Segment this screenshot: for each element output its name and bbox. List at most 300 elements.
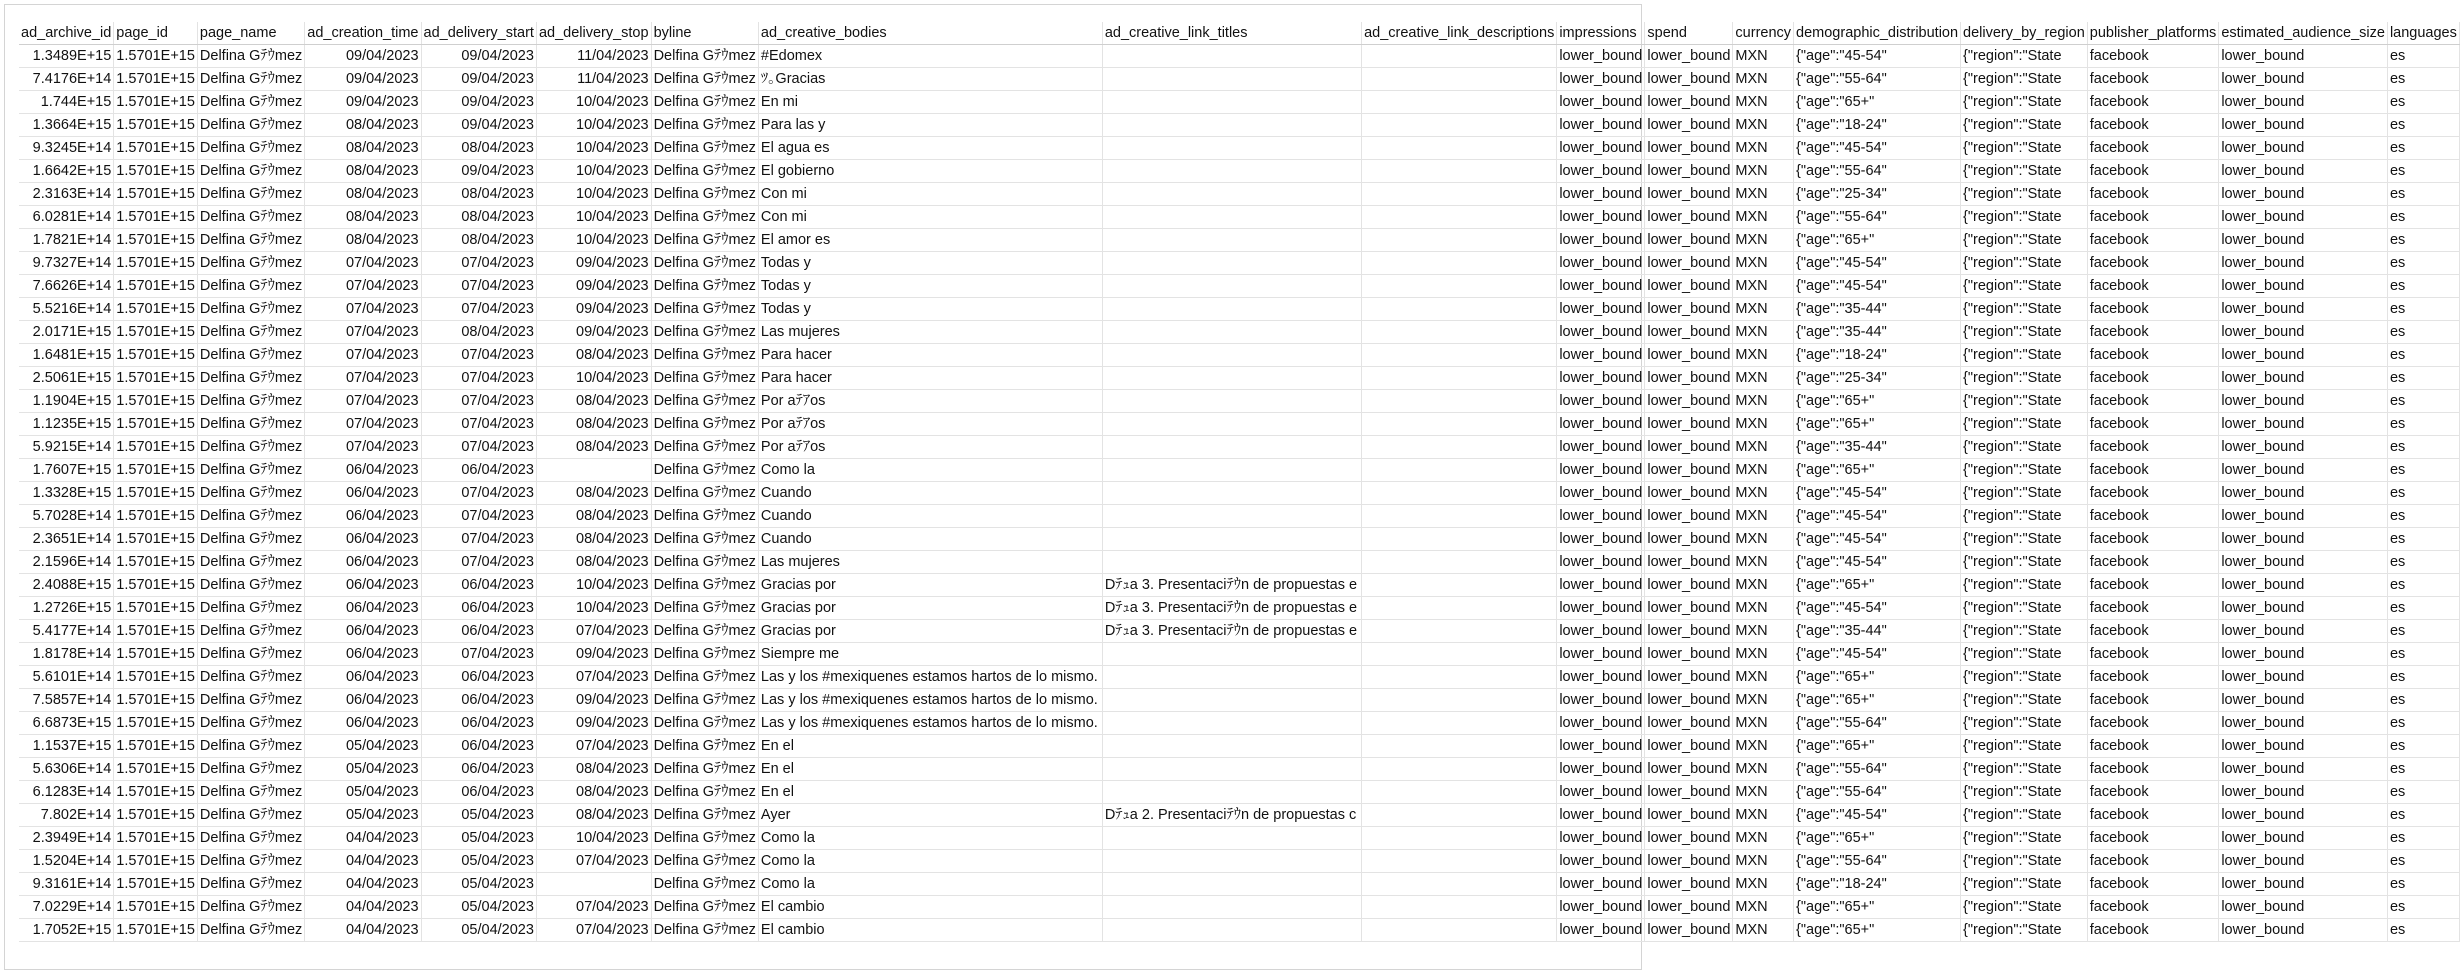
table-cell[interactable] [1102,528,1361,551]
table-cell[interactable]: facebook [2087,436,2219,459]
table-cell[interactable]: 08/04/2023 [305,160,421,183]
table-cell[interactable]: Delfina Gﾃｳmez [651,735,758,758]
table-cell[interactable]: Delfina Gﾃｳmez [651,298,758,321]
table-cell[interactable]: Delfina Gﾃｳmez [651,321,758,344]
table-cell[interactable] [1362,712,1557,735]
table-cell[interactable]: facebook [2087,390,2219,413]
table-cell[interactable]: es [2387,367,2459,390]
table-cell[interactable] [1362,574,1557,597]
table-cell[interactable]: {"age":"65+" [1794,827,1961,850]
table-cell[interactable]: Delfina Gﾃｳmez [651,712,758,735]
table-cell[interactable]: lower_bound [2219,137,2388,160]
table-cell[interactable] [1362,344,1557,367]
table-cell[interactable]: es [2387,735,2459,758]
table-cell[interactable]: facebook [2087,551,2219,574]
table-cell[interactable]: 1.5701E+15 [114,137,198,160]
table-cell[interactable] [1362,436,1557,459]
table-cell[interactable]: 07/04/2023 [421,436,536,459]
table-cell[interactable]: 07/04/2023 [421,551,536,574]
table-cell[interactable]: lower_bound [1557,781,1645,804]
table-cell[interactable]: es [2387,597,2459,620]
table-cell[interactable]: 08/04/2023 [305,114,421,137]
table-cell[interactable]: 1.5701E+15 [114,482,198,505]
table-cell[interactable]: 07/04/2023 [305,390,421,413]
table-cell[interactable]: lower_bound [1557,505,1645,528]
table-cell[interactable]: 06/04/2023 [421,597,536,620]
table-cell[interactable] [1362,114,1557,137]
table-cell[interactable]: MXN [1733,712,1794,735]
table-cell[interactable]: {"age":"65+" [1794,413,1961,436]
table-cell[interactable]: 06/04/2023 [421,459,536,482]
table-cell[interactable]: 06/04/2023 [421,620,536,643]
table-cell[interactable]: 06/04/2023 [421,712,536,735]
table-cell[interactable]: MXN [1733,551,1794,574]
table-cell[interactable]: lower_bound [1645,459,1733,482]
table-cell[interactable]: {"region":"State [1961,482,2088,505]
table-cell[interactable] [1102,689,1361,712]
table-cell[interactable] [1362,850,1557,873]
table-cell[interactable]: Delfina Gﾃｳmez [651,114,758,137]
table-cell[interactable]: 10/04/2023 [536,160,651,183]
table-cell[interactable]: Delfina Gﾃｳmez [651,643,758,666]
table-cell[interactable]: lower_bound [2219,298,2388,321]
table-cell[interactable]: es [2387,45,2459,68]
table-cell[interactable]: {"region":"State [1961,758,2088,781]
table-cell[interactable]: MXN [1733,298,1794,321]
table-cell[interactable]: {"age":"65+" [1794,91,1961,114]
table-cell[interactable]: 09/04/2023 [421,91,536,114]
table-cell[interactable]: Delfina Gﾃｳmez [651,459,758,482]
table-cell[interactable]: Delfina Gﾃｳmez [651,758,758,781]
table-cell[interactable]: es [2387,252,2459,275]
table-cell[interactable]: 10/04/2023 [536,574,651,597]
table-cell[interactable]: es [2387,758,2459,781]
table-cell[interactable] [1102,804,1361,827]
column-header[interactable]: delivery_by_region [1961,22,2088,45]
table-cell[interactable]: 05/04/2023 [421,873,536,896]
table-cell[interactable]: lower_bound [1557,551,1645,574]
table-cell[interactable]: 1.5701E+15 [114,413,198,436]
table-cell[interactable]: facebook [2087,298,2219,321]
table-cell[interactable]: Delfina Gﾃｳmez [651,344,758,367]
table-cell[interactable] [758,850,1102,873]
table-cell[interactable]: Delfina Gﾃｳmez [197,390,304,413]
table-cell[interactable]: facebook [2087,321,2219,344]
table-cell[interactable]: MXN [1733,206,1794,229]
table-cell[interactable]: lower_bound [1645,390,1733,413]
table-cell[interactable]: lower_bound [1557,413,1645,436]
table-cell[interactable]: {"region":"State [1961,643,2088,666]
table-cell[interactable]: 1.1537E+15 [19,735,114,758]
table-cell[interactable] [758,482,1102,505]
table-cell[interactable]: {"age":"55-64" [1794,160,1961,183]
column-header[interactable]: currency [1733,22,1794,45]
table-cell[interactable]: 09/04/2023 [536,643,651,666]
table-cell[interactable] [758,436,1102,459]
table-cell[interactable]: {"region":"State [1961,505,2088,528]
table-cell[interactable]: Delfina Gﾃｳmez [651,574,758,597]
table-cell[interactable]: Delfina Gﾃｳmez [197,896,304,919]
table-cell[interactable]: 05/04/2023 [421,896,536,919]
table-cell[interactable]: MXN [1733,758,1794,781]
table-cell[interactable]: lower_bound [2219,68,2388,91]
table-cell[interactable]: Delfina Gﾃｳmez [197,229,304,252]
table-cell[interactable] [1362,827,1557,850]
table-cell[interactable]: 08/04/2023 [536,505,651,528]
table-cell[interactable]: facebook [2087,666,2219,689]
table-cell[interactable]: Delfina Gﾃｳmez [197,344,304,367]
table-cell[interactable]: lower_bound [2219,597,2388,620]
table-cell[interactable] [758,344,1102,367]
table-cell[interactable]: Delfina Gﾃｳmez [197,321,304,344]
table-cell[interactable]: lower_bound [1557,712,1645,735]
table-cell[interactable]: MXN [1733,689,1794,712]
table-cell[interactable]: Delfina Gﾃｳmez [651,91,758,114]
table-cell[interactable]: MXN [1733,482,1794,505]
table-cell[interactable]: 07/04/2023 [421,298,536,321]
table-cell[interactable]: 1.5701E+15 [114,275,198,298]
table-cell[interactable]: lower_bound [1557,459,1645,482]
table-cell[interactable]: Delfina Gﾃｳmez [651,896,758,919]
table-cell[interactable]: Delfina Gﾃｳmez [197,758,304,781]
table-cell[interactable]: {"region":"State [1961,781,2088,804]
column-header[interactable]: ad_creative_bodies [758,22,1102,45]
table-cell[interactable]: lower_bound [2219,712,2388,735]
table-cell[interactable]: {"region":"State [1961,804,2088,827]
table-cell[interactable]: MXN [1733,919,1794,942]
table-cell[interactable]: 07/04/2023 [536,919,651,942]
table-cell[interactable]: lower_bound [1645,229,1733,252]
table-cell[interactable]: Delfina Gﾃｳmez [651,597,758,620]
table-cell[interactable]: 07/04/2023 [421,482,536,505]
table-cell[interactable]: es [2387,712,2459,735]
table-cell[interactable] [1102,298,1361,321]
table-cell[interactable]: Delfina Gﾃｳmez [197,45,304,68]
table-cell[interactable] [1102,390,1361,413]
table-cell[interactable]: 05/04/2023 [421,827,536,850]
table-cell[interactable]: {"age":"55-64" [1794,758,1961,781]
table-cell[interactable] [1362,183,1557,206]
table-cell[interactable] [758,689,1102,712]
table-cell[interactable]: {"region":"State [1961,252,2088,275]
table-cell[interactable]: 1.7052E+15 [19,919,114,942]
table-cell[interactable]: MXN [1733,620,1794,643]
table-cell[interactable]: {"region":"State [1961,183,2088,206]
table-cell[interactable]: 1.5701E+15 [114,597,198,620]
table-cell[interactable]: 6.6873E+15 [19,712,114,735]
table-cell[interactable]: Delfina Gﾃｳmez [197,206,304,229]
table-cell[interactable]: es [2387,666,2459,689]
table-cell[interactable]: lower_bound [2219,873,2388,896]
table-cell[interactable]: lower_bound [2219,689,2388,712]
table-cell[interactable]: {"age":"45-54" [1794,482,1961,505]
table-cell[interactable]: {"region":"State [1961,390,2088,413]
table-cell[interactable]: {"age":"45-54" [1794,643,1961,666]
table-cell[interactable]: 04/04/2023 [305,919,421,942]
table-cell[interactable] [758,390,1102,413]
table-cell[interactable] [1362,137,1557,160]
table-cell[interactable]: es [2387,804,2459,827]
table-cell[interactable]: facebook [2087,229,2219,252]
table-cell[interactable]: lower_bound [1557,275,1645,298]
table-cell[interactable]: lower_bound [1645,896,1733,919]
table-cell[interactable]: 09/04/2023 [305,45,421,68]
table-cell[interactable]: {"region":"State [1961,229,2088,252]
table-cell[interactable]: facebook [2087,735,2219,758]
table-cell[interactable] [758,827,1102,850]
table-cell[interactable]: lower_bound [2219,574,2388,597]
table-cell[interactable]: 1.5701E+15 [114,735,198,758]
table-cell[interactable]: 10/04/2023 [536,597,651,620]
table-cell[interactable] [1102,436,1361,459]
column-header[interactable]: languages [2387,22,2459,45]
table-cell[interactable]: lower_bound [2219,620,2388,643]
table-cell[interactable]: es [2387,827,2459,850]
table-cell[interactable]: Delfina Gﾃｳmez [197,160,304,183]
table-cell[interactable]: lower_bound [1557,91,1645,114]
table-cell[interactable]: 06/04/2023 [305,505,421,528]
table-cell[interactable]: {"region":"State [1961,574,2088,597]
table-cell[interactable]: 08/04/2023 [421,137,536,160]
table-cell[interactable]: es [2387,781,2459,804]
table-cell[interactable]: es [2387,873,2459,896]
table-cell[interactable]: lower_bound [1557,68,1645,91]
table-cell[interactable] [758,45,1102,68]
table-cell[interactable]: 11/04/2023 [536,68,651,91]
table-cell[interactable] [1102,482,1361,505]
table-cell[interactable]: 08/04/2023 [305,206,421,229]
table-cell[interactable] [758,298,1102,321]
column-header[interactable]: page_id [114,22,198,45]
table-cell[interactable]: lower_bound [1645,367,1733,390]
table-cell[interactable]: 08/04/2023 [305,137,421,160]
table-cell[interactable]: facebook [2087,367,2219,390]
column-header[interactable]: publisher_platforms [2087,22,2219,45]
table-cell[interactable] [758,666,1102,689]
table-cell[interactable] [1362,206,1557,229]
table-cell[interactable]: lower_bound [1557,160,1645,183]
table-cell[interactable]: es [2387,620,2459,643]
table-cell[interactable]: {"region":"State [1961,321,2088,344]
table-cell[interactable] [1362,551,1557,574]
table-cell[interactable]: 5.5216E+14 [19,298,114,321]
table-cell[interactable]: {"region":"State [1961,827,2088,850]
table-cell[interactable]: lower_bound [1645,436,1733,459]
table-cell[interactable]: 08/04/2023 [536,413,651,436]
table-cell[interactable]: {"age":"65+" [1794,229,1961,252]
table-cell[interactable]: lower_bound [1645,781,1733,804]
table-cell[interactable]: 07/04/2023 [536,666,651,689]
table-cell[interactable] [1102,574,1361,597]
table-cell[interactable]: facebook [2087,873,2219,896]
table-cell[interactable]: 1.5701E+15 [114,873,198,896]
table-cell[interactable]: 08/04/2023 [536,758,651,781]
table-cell[interactable]: lower_bound [2219,321,2388,344]
column-header[interactable]: spend [1645,22,1733,45]
table-cell[interactable]: 1.5701E+15 [114,390,198,413]
table-cell[interactable]: es [2387,275,2459,298]
table-cell[interactable]: 09/04/2023 [536,321,651,344]
table-cell[interactable] [1102,505,1361,528]
table-cell[interactable]: Delfina Gﾃｳmez [197,735,304,758]
table-cell[interactable]: lower_bound [1557,206,1645,229]
table-cell[interactable] [1102,114,1361,137]
table-cell[interactable]: 1.5701E+15 [114,505,198,528]
table-cell[interactable]: es [2387,574,2459,597]
table-cell[interactable] [758,367,1102,390]
table-cell[interactable]: Delfina Gﾃｳmez [197,482,304,505]
column-header[interactable]: ad_creative_link_descriptions [1362,22,1557,45]
table-cell[interactable]: {"age":"65+" [1794,689,1961,712]
table-cell[interactable]: MXN [1733,413,1794,436]
table-cell[interactable]: lower_bound [1645,206,1733,229]
table-cell[interactable]: 5.4177E+14 [19,620,114,643]
table-cell[interactable] [1102,758,1361,781]
table-cell[interactable] [758,643,1102,666]
table-cell[interactable]: MXN [1733,781,1794,804]
table-cell[interactable]: Delfina Gﾃｳmez [651,275,758,298]
table-cell[interactable]: 06/04/2023 [305,574,421,597]
table-cell[interactable]: Delfina Gﾃｳmez [197,827,304,850]
table-cell[interactable]: Delfina Gﾃｳmez [197,68,304,91]
table-cell[interactable]: Delfina Gﾃｳmez [651,551,758,574]
table-cell[interactable]: {"age":"65+" [1794,459,1961,482]
table-cell[interactable]: lower_bound [1645,275,1733,298]
table-cell[interactable]: 06/04/2023 [305,666,421,689]
table-cell[interactable]: lower_bound [1557,390,1645,413]
table-cell[interactable]: facebook [2087,528,2219,551]
table-cell[interactable]: 10/04/2023 [536,183,651,206]
table-cell[interactable]: 08/04/2023 [536,390,651,413]
table-cell[interactable]: Delfina Gﾃｳmez [197,436,304,459]
table-cell[interactable]: Delfina Gﾃｳmez [197,183,304,206]
table-cell[interactable]: 07/04/2023 [421,413,536,436]
table-cell[interactable]: es [2387,551,2459,574]
table-cell[interactable]: lower_bound [1645,735,1733,758]
table-cell[interactable]: MXN [1733,229,1794,252]
table-cell[interactable]: MXN [1733,68,1794,91]
table-cell[interactable]: 05/04/2023 [305,781,421,804]
table-cell[interactable]: MXN [1733,321,1794,344]
table-cell[interactable] [1362,91,1557,114]
table-cell[interactable] [758,551,1102,574]
table-cell[interactable] [1102,137,1361,160]
table-cell[interactable]: facebook [2087,68,2219,91]
table-cell[interactable]: {"region":"State [1961,367,2088,390]
table-cell[interactable] [1362,804,1557,827]
table-cell[interactable]: 1.5701E+15 [114,804,198,827]
table-cell[interactable] [1102,620,1361,643]
table-cell[interactable]: facebook [2087,781,2219,804]
table-cell[interactable]: 1.744E+15 [19,91,114,114]
table-cell[interactable]: Delfina Gﾃｳmez [197,919,304,942]
column-header[interactable]: byline [651,22,758,45]
table-cell[interactable]: lower_bound [1557,436,1645,459]
table-cell[interactable]: MXN [1733,505,1794,528]
table-cell[interactable]: Delfina Gﾃｳmez [197,781,304,804]
table-cell[interactable]: {"region":"State [1961,298,2088,321]
table-cell[interactable]: 1.5701E+15 [114,344,198,367]
table-cell[interactable]: lower_bound [2219,45,2388,68]
table-cell[interactable]: 09/04/2023 [421,114,536,137]
table-cell[interactable]: es [2387,160,2459,183]
table-cell[interactable]: 07/04/2023 [536,620,651,643]
table-cell[interactable] [758,712,1102,735]
table-cell[interactable]: Delfina Gﾃｳmez [197,413,304,436]
table-cell[interactable]: {"region":"State [1961,275,2088,298]
table-cell[interactable] [1362,459,1557,482]
table-cell[interactable] [758,896,1102,919]
table-cell[interactable] [758,781,1102,804]
table-cell[interactable]: facebook [2087,712,2219,735]
table-cell[interactable]: Delfina Gﾃｳmez [197,551,304,574]
table-cell[interactable]: {"age":"45-54" [1794,528,1961,551]
table-cell[interactable]: 06/04/2023 [305,689,421,712]
table-cell[interactable] [536,459,651,482]
table-cell[interactable]: {"age":"45-54" [1794,137,1961,160]
table-cell[interactable] [1102,68,1361,91]
table-cell[interactable] [758,413,1102,436]
table-cell[interactable]: 08/04/2023 [421,321,536,344]
table-cell[interactable]: {"age":"45-54" [1794,804,1961,827]
table-cell[interactable]: 07/04/2023 [536,896,651,919]
table-cell[interactable]: 1.5701E+15 [114,91,198,114]
table-cell[interactable]: {"region":"State [1961,206,2088,229]
table-cell[interactable]: 06/04/2023 [305,620,421,643]
table-cell[interactable]: es [2387,528,2459,551]
table-cell[interactable]: 10/04/2023 [536,229,651,252]
table-cell[interactable]: Delfina Gﾃｳmez [651,804,758,827]
table-cell[interactable]: lower_bound [1557,252,1645,275]
table-cell[interactable]: MXN [1733,344,1794,367]
table-cell[interactable]: 1.8178E+14 [19,643,114,666]
table-cell[interactable]: {"region":"State [1961,551,2088,574]
table-cell[interactable]: lower_bound [1645,344,1733,367]
table-cell[interactable]: 5.9215E+14 [19,436,114,459]
table-cell[interactable]: lower_bound [2219,413,2388,436]
table-cell[interactable]: lower_bound [2219,827,2388,850]
table-cell[interactable]: lower_bound [1557,367,1645,390]
table-cell[interactable]: lower_bound [1645,919,1733,942]
table-cell[interactable]: lower_bound [1645,689,1733,712]
table-cell[interactable]: lower_bound [1557,643,1645,666]
table-cell[interactable]: 04/04/2023 [305,873,421,896]
table-cell[interactable]: lower_bound [1645,873,1733,896]
table-cell[interactable]: lower_bound [1645,643,1733,666]
table-cell[interactable]: 7.4176E+14 [19,68,114,91]
column-header[interactable]: page_name [197,22,304,45]
column-header[interactable]: ad_delivery_stop [536,22,651,45]
table-cell[interactable]: {"age":"35-44" [1794,436,1961,459]
table-cell[interactable]: lower_bound [1645,137,1733,160]
table-cell[interactable]: lower_bound [2219,183,2388,206]
table-cell[interactable]: Delfina Gﾃｳmez [197,298,304,321]
table-cell[interactable]: {"region":"State [1961,666,2088,689]
table-cell[interactable] [1102,252,1361,275]
table-cell[interactable]: lower_bound [2219,528,2388,551]
table-cell[interactable]: Delfina Gﾃｳmez [651,45,758,68]
table-cell[interactable]: 05/04/2023 [305,804,421,827]
column-header[interactable]: ad_delivery_start [421,22,536,45]
table-cell[interactable]: 2.1596E+14 [19,551,114,574]
table-cell[interactable]: lower_bound [1557,804,1645,827]
table-cell[interactable]: 1.5701E+15 [114,459,198,482]
table-cell[interactable]: lower_bound [1557,873,1645,896]
table-cell[interactable]: 2.3651E+14 [19,528,114,551]
table-cell[interactable]: 1.5701E+15 [114,206,198,229]
table-cell[interactable] [1102,45,1361,68]
table-cell[interactable] [758,873,1102,896]
